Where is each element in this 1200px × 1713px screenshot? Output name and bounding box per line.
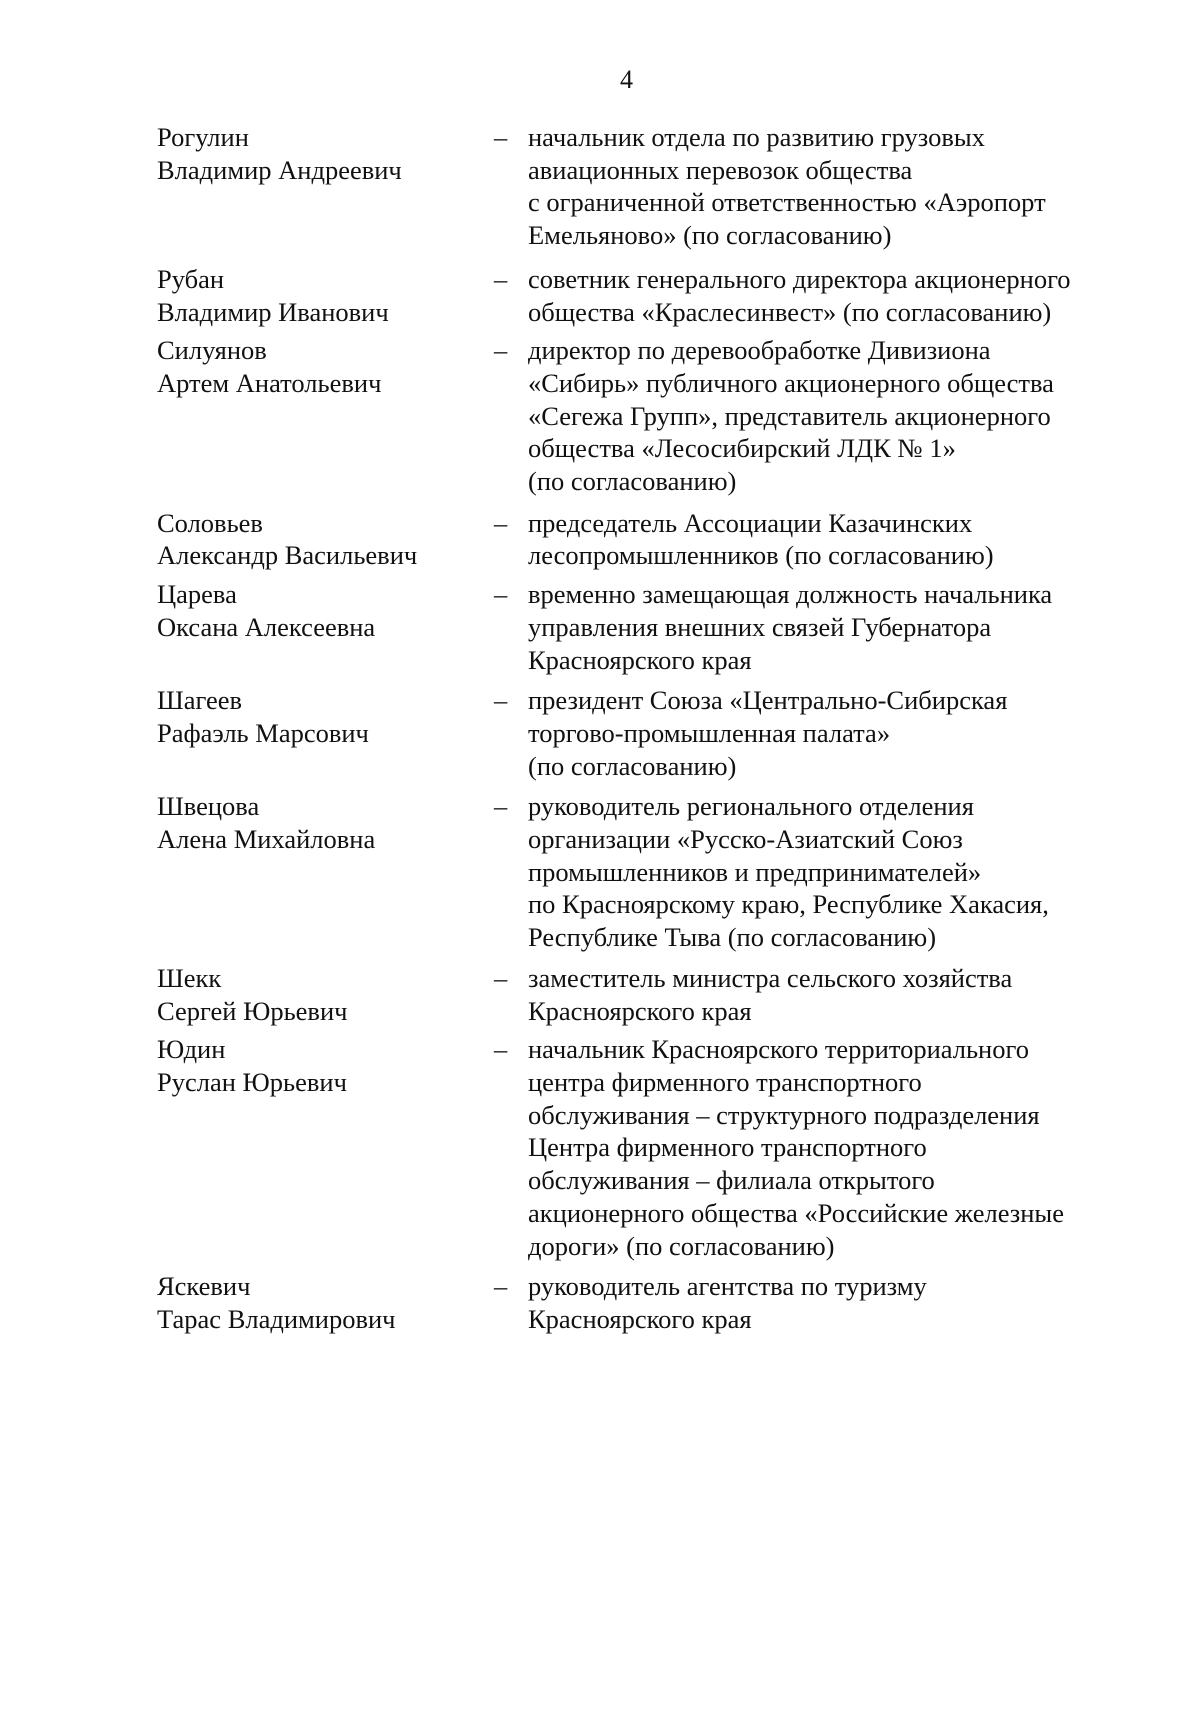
member-given-names: Владимир Иванович bbox=[157, 296, 389, 327]
member-role-line: Красноярского края bbox=[528, 644, 752, 675]
member-role-line: промышленников и предпринимателей» bbox=[528, 856, 982, 887]
member-entry bbox=[157, 1033, 1117, 1262]
member-dash: – bbox=[494, 507, 508, 538]
member-given-names: Алена Михайловна bbox=[157, 824, 376, 855]
member-role-line: по Красноярскому краю, Республике Хакасия, bbox=[528, 889, 1049, 920]
member-name bbox=[157, 1033, 494, 1098]
member-dash: – bbox=[494, 335, 508, 366]
member-dash: – bbox=[494, 1271, 508, 1302]
member-given-names: Владимир Андреевич bbox=[157, 154, 402, 185]
member-surname: Царева bbox=[157, 579, 237, 610]
member-dash: – bbox=[494, 263, 508, 294]
member-name bbox=[157, 121, 494, 186]
member-surname: Шагеев bbox=[157, 685, 243, 716]
member-entry bbox=[157, 790, 1117, 954]
member-role bbox=[528, 1270, 1117, 1335]
member-entry bbox=[157, 684, 1117, 782]
member-role-line: Республике Тыва (по согласованию) bbox=[528, 922, 937, 953]
member-surname: Шекк bbox=[157, 962, 222, 993]
member-surname: Рубан bbox=[157, 263, 225, 294]
member-role-line: временно замещающая должность начальника bbox=[528, 579, 1053, 610]
member-role-line: общества «Краслесинвест» (по согласованию) bbox=[528, 296, 1052, 327]
member-role-line: организации «Русско-Азиатский Союз bbox=[528, 824, 963, 855]
member-role-line: (по согласованию) bbox=[528, 750, 737, 781]
member-dash: – bbox=[494, 685, 508, 716]
member-entry bbox=[157, 334, 1117, 498]
member-entry bbox=[157, 962, 1117, 1027]
member-given-names: Сергей Юрьевич bbox=[157, 995, 348, 1026]
member-role-line: руководитель агентства по туризму bbox=[528, 1271, 927, 1302]
member-role-line: центра фирменного транспортного bbox=[528, 1066, 922, 1097]
member-role bbox=[528, 790, 1117, 954]
member-surname: Юдин bbox=[157, 1034, 226, 1065]
member-role-line: «Сегежа Групп», представитель акционерного bbox=[528, 400, 1051, 431]
member-surname: Рогулин bbox=[157, 122, 249, 152]
member-given-names: Оксана Алексеевна bbox=[157, 611, 376, 642]
member-surname: Соловьев bbox=[157, 507, 263, 538]
member-role-line: Красноярского края bbox=[528, 1303, 752, 1334]
member-name bbox=[157, 334, 494, 399]
member-role-line: обслуживания – филиала открытого bbox=[528, 1165, 935, 1196]
member-given-names: Рафаэль Марсович bbox=[157, 717, 369, 748]
member-surname: Яскевич bbox=[157, 1271, 251, 1302]
member-dash: – bbox=[494, 962, 508, 993]
member-name bbox=[157, 1270, 494, 1335]
member-name bbox=[157, 507, 494, 572]
member-role bbox=[528, 507, 1117, 572]
member-role-line: советник генерального директора акционерного bbox=[528, 263, 1071, 294]
member-role-line: лесопромышленников (по согласованию) bbox=[528, 540, 994, 571]
member-role-line: «Сибирь» публичного акционерного общества bbox=[528, 367, 1054, 398]
member-entry bbox=[157, 121, 1117, 252]
member-given-names: Тарас Владимирович bbox=[157, 1303, 396, 1334]
member-role-line: директор по деревообработке Дивизиона bbox=[528, 335, 991, 366]
member-role-line: дороги» (по согласованию) bbox=[528, 1230, 835, 1261]
member-role-line: Красноярского края bbox=[528, 995, 752, 1026]
member-role-line: президент Союза «Центрально-Сибирская bbox=[528, 685, 1008, 716]
member-dash: – bbox=[494, 122, 508, 152]
member-surname: Силуянов bbox=[157, 335, 267, 366]
page-number: 4 bbox=[620, 65, 633, 94]
member-role-line: руководитель регионального отделения bbox=[528, 791, 974, 822]
member-given-names: Александр Васильевич bbox=[157, 540, 418, 571]
member-role bbox=[528, 684, 1117, 782]
members-list bbox=[157, 121, 1117, 1336]
member-role-line: управления внешних связей Губернатора bbox=[528, 611, 992, 642]
member-name bbox=[157, 578, 494, 643]
member-role bbox=[528, 334, 1117, 498]
member-name bbox=[157, 790, 494, 855]
member-role-line: с ограниченной ответственностью «Аэропорт bbox=[528, 187, 1046, 218]
member-dash: – bbox=[494, 1034, 508, 1065]
member-role-line: Емельяново» (по согласованию) bbox=[528, 220, 892, 251]
member-dash: – bbox=[494, 579, 508, 610]
member-role-line: Центра фирменного транспортного bbox=[528, 1132, 927, 1163]
member-role-line: авиационных перевозок общества bbox=[528, 154, 913, 185]
member-role-line: начальник Красноярского территориального bbox=[528, 1034, 1029, 1065]
member-role-line: начальник отдела по развитию грузовых bbox=[528, 122, 985, 152]
member-entry bbox=[157, 263, 1117, 328]
member-role bbox=[528, 578, 1117, 676]
member-role-line: акционерного общества «Российские железные bbox=[528, 1197, 1064, 1228]
member-name bbox=[157, 263, 494, 328]
member-dash: – bbox=[494, 791, 508, 822]
member-given-names: Артем Анатольевич bbox=[157, 367, 382, 398]
member-entry bbox=[157, 507, 1117, 572]
member-role bbox=[528, 121, 1117, 252]
member-role-line: обслуживания – структурного подразделения bbox=[528, 1099, 1040, 1130]
member-role-line: (по согласованию) bbox=[528, 466, 737, 497]
member-role bbox=[528, 962, 1117, 1027]
member-role-line: общества «Лесосибирский ЛДК № 1» bbox=[528, 433, 956, 464]
member-role-line: заместитель министра сельского хозяйства bbox=[528, 962, 1013, 993]
member-role bbox=[528, 263, 1117, 328]
member-role bbox=[528, 1033, 1117, 1262]
member-entry bbox=[157, 1270, 1117, 1335]
member-name bbox=[157, 684, 494, 749]
member-role-line: торгово-промышленная палата» bbox=[528, 717, 891, 748]
member-given-names: Руслан Юрьевич bbox=[157, 1066, 347, 1097]
member-role-line: председатель Ассоциации Казачинских bbox=[528, 507, 973, 538]
member-name bbox=[157, 962, 494, 1027]
member-surname: Швецова bbox=[157, 791, 260, 822]
member-entry bbox=[157, 578, 1117, 676]
